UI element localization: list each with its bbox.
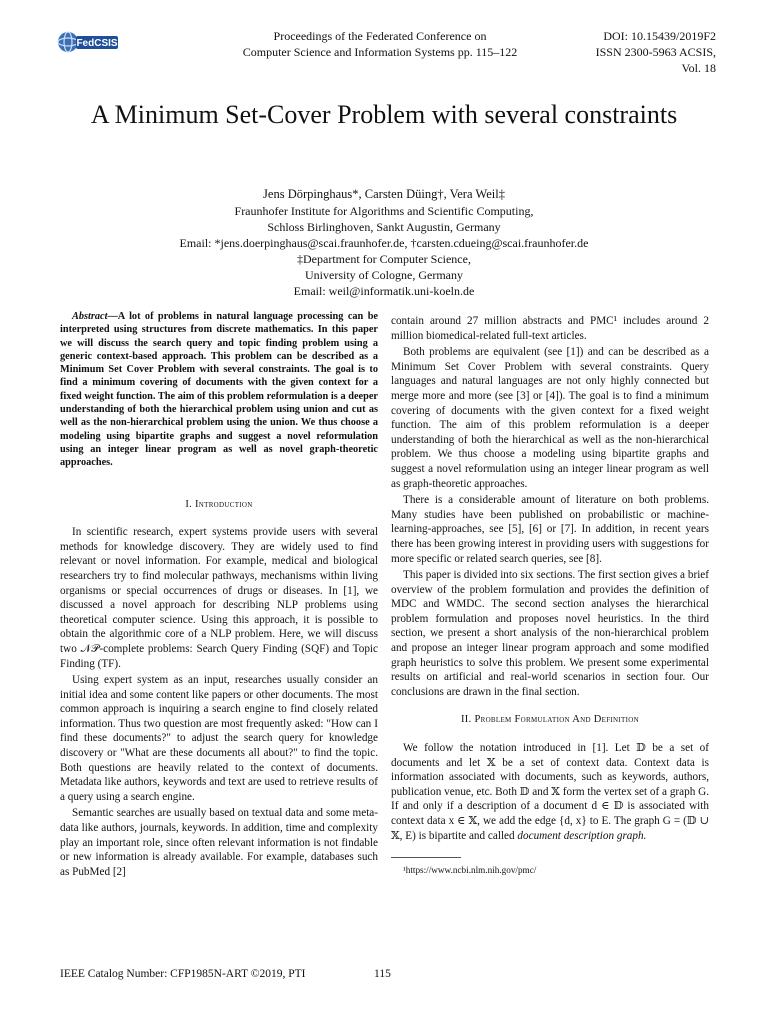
paragraph: This paper is divided into six sections. The first section gives a brief overview of the problem formulation and provides the definition of MDC and WMDC. The second section analyses the hierarchical problem formulation and proposes novel heuristics. In the third section, we present a short analysis of the non-hierarchical problem and propose an integer linear program approach and some modified graph heuristics to solve this problem. We present some experimental results on artificial and real-world scenarios in section four. Our conclusions are drawn in the final section. bbox=[391, 569, 709, 698]
logo-text: FedCSIS bbox=[76, 38, 118, 49]
header-doi-block bbox=[580, 28, 716, 76]
paragraph: Semantic searches are usually based on textual data and some meta-data like authors, journals, keywords. In addition, time and complexity play an important role, since often relevant information is not findable or new information is already available. For example, databases such as PubMed [2] bbox=[60, 807, 378, 878]
definition-paragraph bbox=[391, 741, 709, 843]
paragraph: Using expert system as an input, researches usually consider an initial idea and some content like papers or other documents. The most common approach is inquiring a search engine to find closely related information. Thus two question are most frequently asked: "How can I find these documents?" to adjust the search query for knowledge discovery or "What are these documents all about?" to find the topic. Both questions are heavily related to the context of documents. Metadata like authors, keywords and text are used to retrieve results of a query using a search engine. bbox=[60, 674, 378, 803]
definition-text: We follow the notation introduced in [1]. Let 𝔻 be a set of documents and let 𝕏 be a set of context data. Context data is information associated with documents, such as keywords, authors, publication venue, etc. Both 𝔻 and 𝕏 form the vertex set of a graph G. If and only if a description of a document d ∈ 𝔻 is associated with context data x ∈ 𝕏, we add the edge {d, x} to E. The graph G = (𝔻 ∪ 𝕏, E) is bipartite and called bbox=[391, 742, 709, 842]
paragraph: There is a considerable amount of literature on both problems. Many studies have been published on probabilistic or machine-learning-approaches, see [5], [6] or [7]. In addition, in recent years there has been growing interest in providing users with suggestions for more specific or related search queries, see [8]. bbox=[391, 494, 709, 565]
affiliation-4: University of Cologne, Germany bbox=[305, 268, 463, 282]
affiliation-1: Fraunhofer Institute for Algorithms and Scientific Computing, bbox=[234, 204, 534, 218]
left-column bbox=[60, 310, 378, 879]
footer-catalog: IEEE Catalog Number: CFP1985N-ART ©2019, PTI bbox=[60, 968, 306, 980]
abstract-text: —A lot of problems in natural language processing can be interpreted using structures from discrete mathematics. In this paper we will discuss the search query and topic finding problem using a generic context-based approach. This problem can be described as a Minimum Set Cover Problem with several constraints. The goal is to find a minimum covering of documents with the given context for a fixed weight function. The aim of this problem reformulation is a deeper understanding of both the hierarchical problem using union and cut as well as the non-hierarchical problem using the union. We thus choose a modeling using bipartite graphs and suggest a novel reformulation using an integer linear program as well as novel graph-theoretic approaches. bbox=[60, 311, 378, 469]
header-doi: DOI: 10.15439/2019F2 bbox=[603, 29, 716, 43]
footnote-rule bbox=[391, 857, 461, 858]
header-line-2: Computer Science and Information Systems pp. 115–122 bbox=[242, 45, 518, 59]
author-emails-2: Email: weil@informatik.uni-koeln.de bbox=[293, 284, 475, 298]
author-emails-1: Email: *jens.doerpinghaus@scai.fraunhofer.de, †carsten.cdueing@scai.fraunhofer.de bbox=[179, 236, 589, 250]
affiliation-3: ‡Department for Computer Science, bbox=[297, 252, 471, 266]
abstract bbox=[60, 310, 378, 470]
author-names: Jens Dörpinghaus*, Carsten Düing†, Vera Weil‡ bbox=[263, 187, 505, 201]
paragraph: In scientific research, expert systems provide users with several methods for knowledge discovery. They are widely used to find relevant or novel information. For example, medical and biological researchers try to find molecular pathways, mechanisms within living organisms or special occurrences of drugs or diseases. In [1], we discussed a novel approach for describing NLP problems using theoretical computer science. Using this approach, it is possible to obtain the algorithmic core of a NLP problem. Here, we will discuss two 𝒩𝒫-complete problems: Search Query Finding (SQF) and Topic Finding (TF). bbox=[60, 526, 378, 670]
paper-title: A Minimum Set-Cover Problem with several constraints bbox=[90, 100, 678, 129]
footnote: ¹https://www.ncbi.nlm.nih.gov/pmc/ bbox=[403, 865, 537, 876]
fedcsis-logo bbox=[56, 27, 120, 57]
affiliation-2: Schloss Birlinghoven, Sankt Augustin, Germany bbox=[267, 220, 501, 234]
page-number: 115 bbox=[374, 968, 391, 980]
right-column bbox=[391, 314, 709, 876]
abstract-label: Abstract bbox=[72, 311, 108, 322]
paragraph: contain around 27 million abstracts and PMC¹ includes around 2 million biomedical-related full-text articles. bbox=[391, 315, 709, 342]
running-header bbox=[160, 28, 600, 60]
header-line-1: Proceedings of the Federated Conference on bbox=[273, 29, 487, 43]
paragraph: Both problems are equivalent (see [1]) and can be described as a Minimum Set Cover Problem with several constraints. Query languages and natural languages are not only highly connected but merge more and more (see [3] or [4]). The goal is to find a minimum covering of documents with the given context for a fixed weight function. The aim of this problem reformulation is a deeper understanding of both the hierarchical as well as the non-hierarchical problem. We thus choose a modeling using bipartite graphs and suggest a novel reformulation using an integer linear program as well as graph-theoretic approaches. bbox=[391, 346, 709, 490]
section-heading-introduction: I. Introduction bbox=[185, 498, 253, 510]
section-heading-problem-formulation: II. Problem Formulation And Definition bbox=[461, 714, 639, 726]
header-issn: ISSN 2300-5963 ACSIS, Vol. 18 bbox=[595, 45, 716, 75]
author-block bbox=[60, 186, 708, 299]
definition-term: document description graph. bbox=[517, 829, 647, 842]
